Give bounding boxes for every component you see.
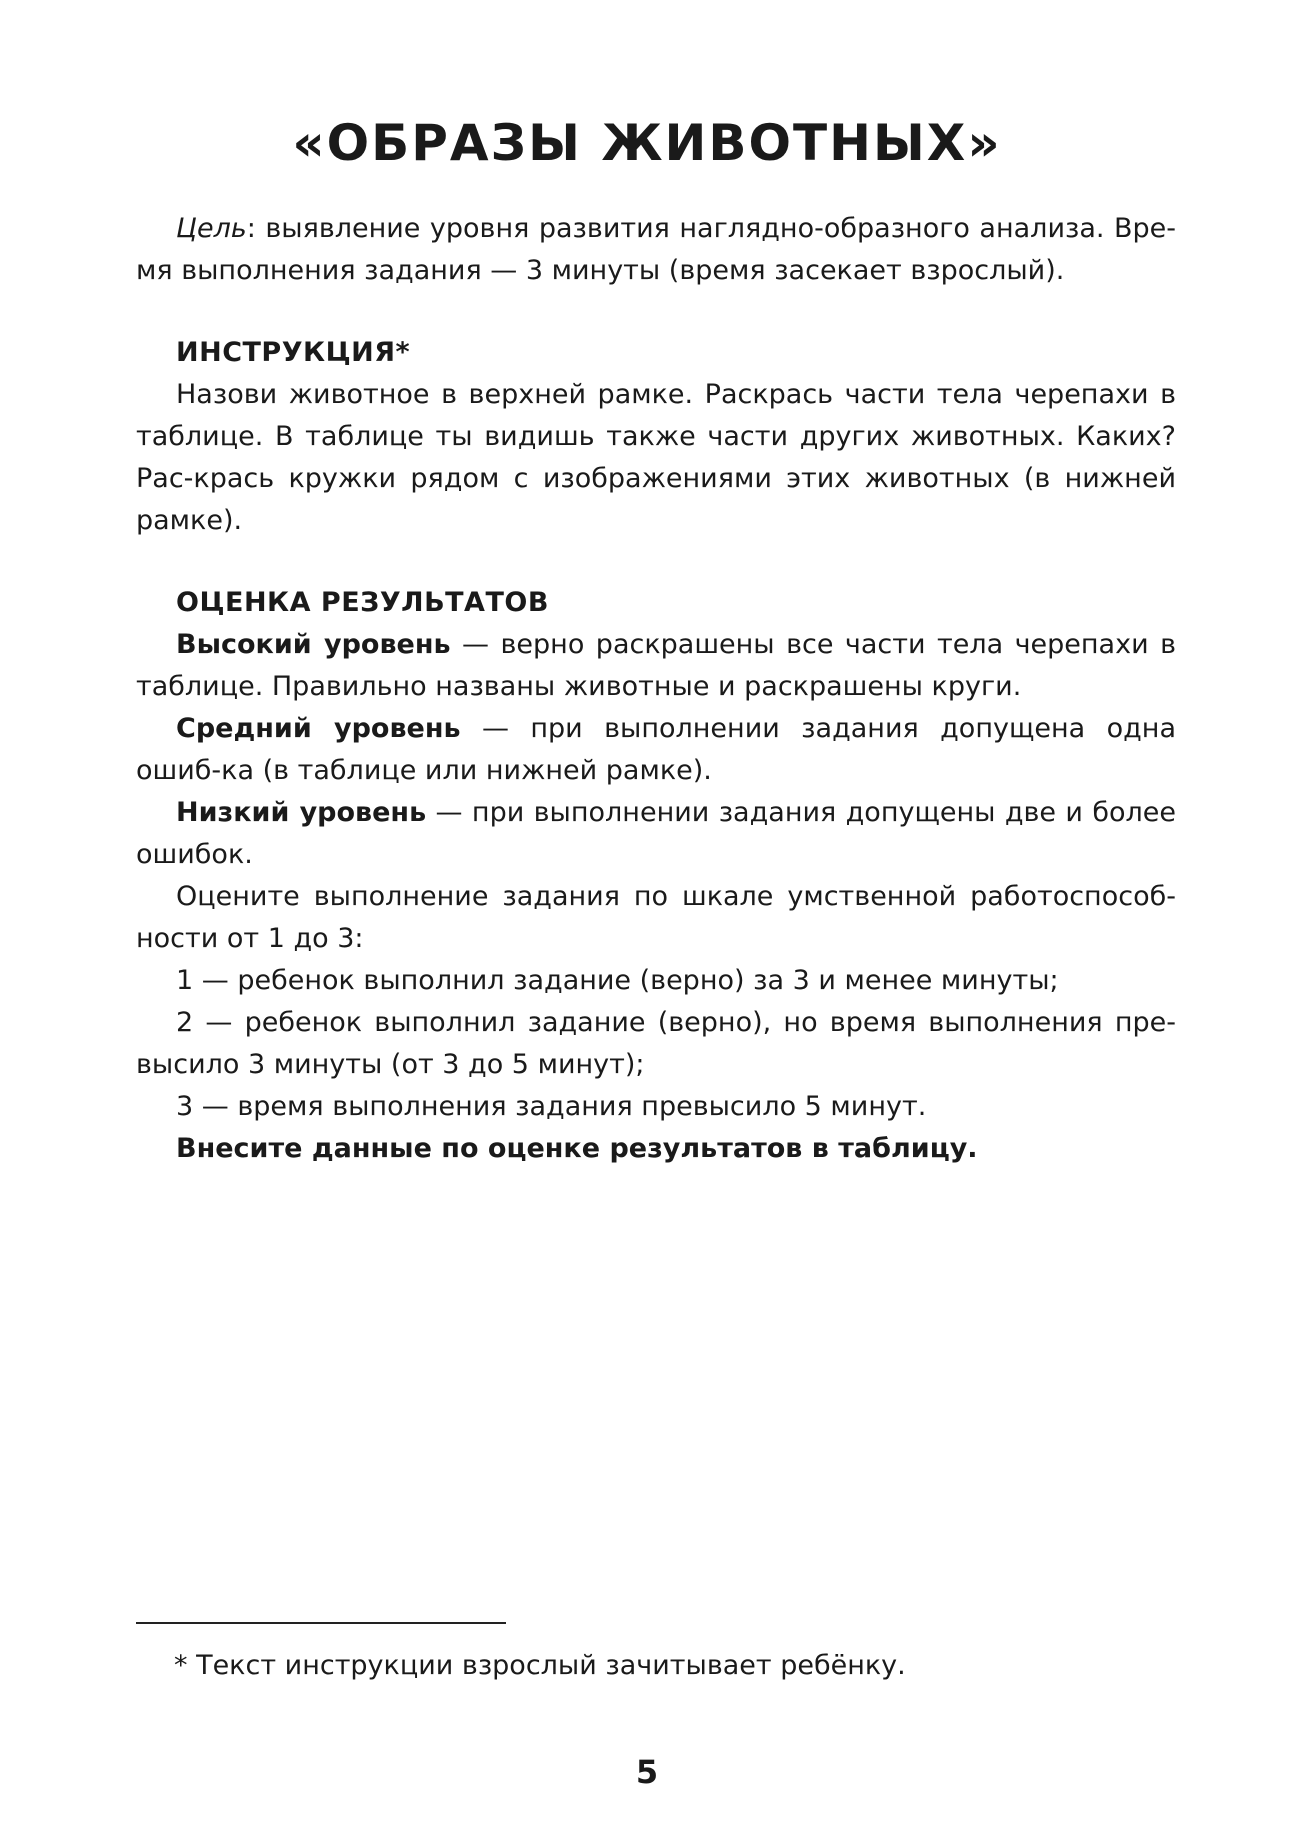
goal-text: : выявление уровня развития наглядно-образного анализа. Вре-мя выполнения задания — 3 минуты (время засекает взрослый). bbox=[136, 213, 1176, 286]
instruction-heading: ИНСТРУКЦИЯ* bbox=[176, 337, 411, 368]
high-level-text: — верно раскрашены все части тела черепахи в таблице. Правильно названы животные и раскрашены круги. bbox=[136, 629, 1176, 702]
goal-label: Цель bbox=[176, 213, 247, 244]
low-level-label: Низкий уровень bbox=[176, 797, 427, 828]
medium-level-label: Средний уровень bbox=[176, 713, 461, 744]
page-number: 5 bbox=[635, 1753, 659, 1791]
medium-level-paragraph bbox=[136, 708, 1176, 792]
evaluation-heading: ОЦЕНКА РЕЗУЛЬТАТОВ bbox=[176, 587, 549, 618]
page-title: «ОБРАЗЫ ЖИВОТНЫХ» bbox=[292, 114, 1002, 172]
goal-paragraph bbox=[136, 208, 1176, 292]
instruction-paragraph: Назови животное в верхней рамке. Раскрась части тела черепахи в таблице. В таблице ты видишь также части других животных. Каких? Рас-крась кружки рядом с изображениями этих животных (в нижней рамке). bbox=[136, 379, 1176, 536]
medium-level-text: — при выполнении задания допущена одна ошиб-ка (в таблице или нижней рамке). bbox=[136, 713, 1176, 786]
closing-instruction: Внесите данные по оценке результатов в таблицу. bbox=[176, 1133, 978, 1164]
footnote: * Текст инструкции взрослый зачитывает ребёнку. bbox=[174, 1650, 906, 1681]
high-level-paragraph bbox=[136, 624, 1176, 708]
low-level-paragraph bbox=[136, 792, 1176, 876]
footnote-divider bbox=[136, 1622, 506, 1624]
high-level-label: Высокий уровень bbox=[176, 629, 451, 660]
low-level-text: — при выполнении задания допущены две и более ошибок. bbox=[136, 797, 1176, 870]
scale-item-3: 3 — время выполнения задания превысило 5 минут. bbox=[176, 1091, 927, 1122]
scale-intro: Оцените выполнение задания по шкале умственной работоспособ-ности от 1 до 3: bbox=[136, 881, 1176, 954]
page-content bbox=[136, 208, 1176, 1170]
scale-item-1: 1 — ребенок выполнил задание (верно) за 3 и менее минуты; bbox=[176, 965, 1059, 996]
scale-item-2: 2 — ребенок выполнил задание (верно), но время выполнения пре-высило 3 минуты (от 3 до 5 минут); bbox=[136, 1007, 1176, 1080]
